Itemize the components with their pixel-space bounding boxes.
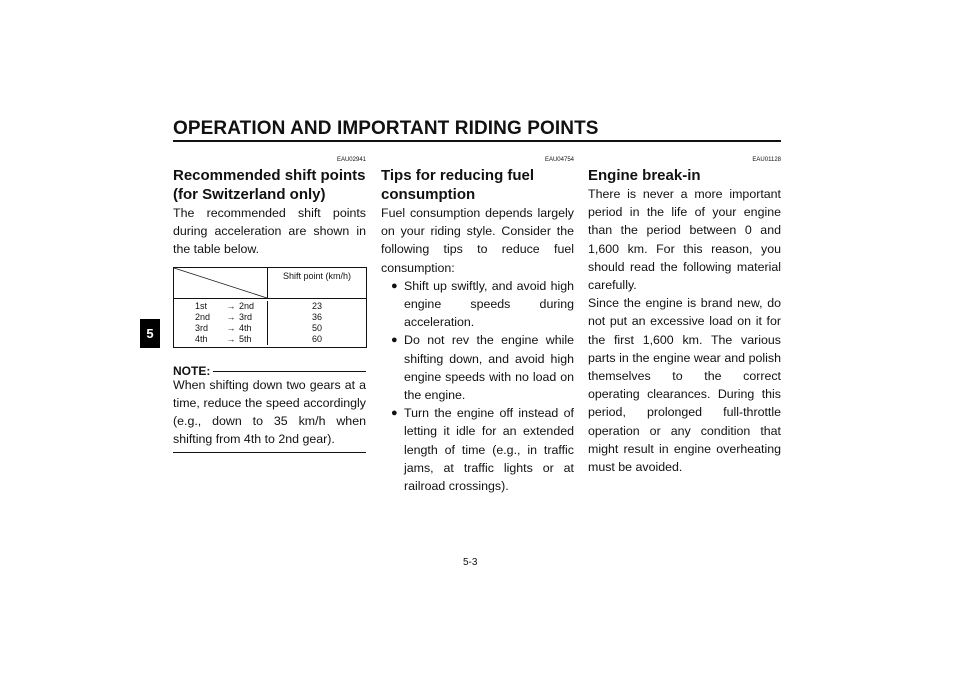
gear-from: 4th (195, 333, 208, 344)
section-intro: The recommended shift points during acceleration are shown in the table below. (173, 206, 366, 257)
diagonal-line (174, 268, 267, 298)
arrow-right-icon: → (226, 333, 236, 344)
bullet-icon: ● (391, 334, 398, 347)
section-fuel-tips (381, 156, 574, 495)
table-header-shift-point: Shift point (km/h) (282, 270, 352, 281)
value-column (268, 301, 366, 345)
tip-text: Do not rev the engine while shifting down, and avoid high engine speeds with no load on the engine. (404, 333, 574, 403)
break-in-para-1: There is never a more important period in the life of your engine than the period between 0 and 1,600 km. For this reason, you should read the following material carefully. (588, 187, 781, 293)
note-text: When shifting down two gears at a time, reduce the speed accordingly (e.g., down to 35 km/h when shifting from 4th to 2nd gear). (173, 377, 366, 447)
table-row (174, 301, 267, 312)
gear-from: 3rd (195, 322, 209, 333)
section-heading: Engine break-in (588, 167, 701, 184)
gear-column (174, 301, 268, 345)
shift-value: 50 (311, 322, 322, 333)
arrow-right-icon: → (226, 311, 236, 322)
bullet-icon: ● (391, 407, 398, 420)
table-row (174, 323, 267, 334)
section-break-in (588, 156, 781, 476)
tip-text: Shift up swiftly, and avoid high engine speeds during acceleration. (404, 278, 574, 330)
section-code: EAU01128 (752, 157, 781, 163)
table-row (174, 312, 267, 323)
chapter-tab[interactable]: 5 (140, 319, 160, 348)
page-number: 5-3 (463, 557, 478, 568)
note-end-rule (173, 452, 366, 453)
arrow-right-icon: → (226, 322, 236, 333)
gear-from: 2nd (195, 311, 211, 322)
table-row (174, 334, 267, 345)
list-item (381, 277, 574, 332)
section-shift-points (173, 156, 366, 453)
gear-to: 4th (239, 322, 252, 333)
section-code: EAU04754 (544, 157, 574, 163)
gear-to: 3rd (239, 311, 253, 322)
shift-points-table (173, 267, 367, 348)
shift-value: 60 (311, 333, 322, 344)
tips-list (381, 277, 574, 495)
note-header (173, 362, 366, 376)
bullet-icon: ● (391, 279, 398, 292)
page-header (173, 118, 781, 140)
section-code: EAU02941 (336, 157, 366, 163)
shift-value: 23 (311, 300, 322, 311)
break-in-para-2: Since the engine is brand new, do not put an excessive load on it for the first 1,600 km. The various parts in the engine wear and polish themselves to the correct operating clearances. During this period, prolonged full-throttle operation or any condition that might result in engine overheating must be avoided. (588, 296, 781, 475)
note-rule (213, 371, 366, 372)
header-rule (173, 140, 781, 142)
section-heading: Tips for reducing fuel consumption (381, 167, 535, 203)
list-item (381, 331, 574, 404)
section-heading: Recommended shift points (for Switzerland only) (173, 167, 366, 203)
note-label: NOTE: (173, 364, 213, 378)
table-corner-cell (174, 268, 268, 298)
section-intro: Fuel consumption depends largely on your riding style. Consider the following tips to reduce fuel consumption: (381, 206, 574, 275)
shift-value: 36 (311, 311, 322, 322)
table-body (174, 299, 366, 347)
gear-from: 1st (195, 300, 208, 311)
table-header-row (174, 268, 366, 299)
page-title: OPERATION AND IMPORTANT RIDING POINTS (173, 118, 599, 139)
arrow-right-icon: → (226, 300, 236, 311)
gear-to: 5th (239, 333, 252, 344)
tip-text: Turn the engine off instead of letting it idle for an extended length of time (e.g., in traffic jams, at traffic lights or at railroad crossings). (404, 406, 574, 494)
list-item (381, 404, 574, 495)
gear-to: 2nd (239, 300, 255, 311)
